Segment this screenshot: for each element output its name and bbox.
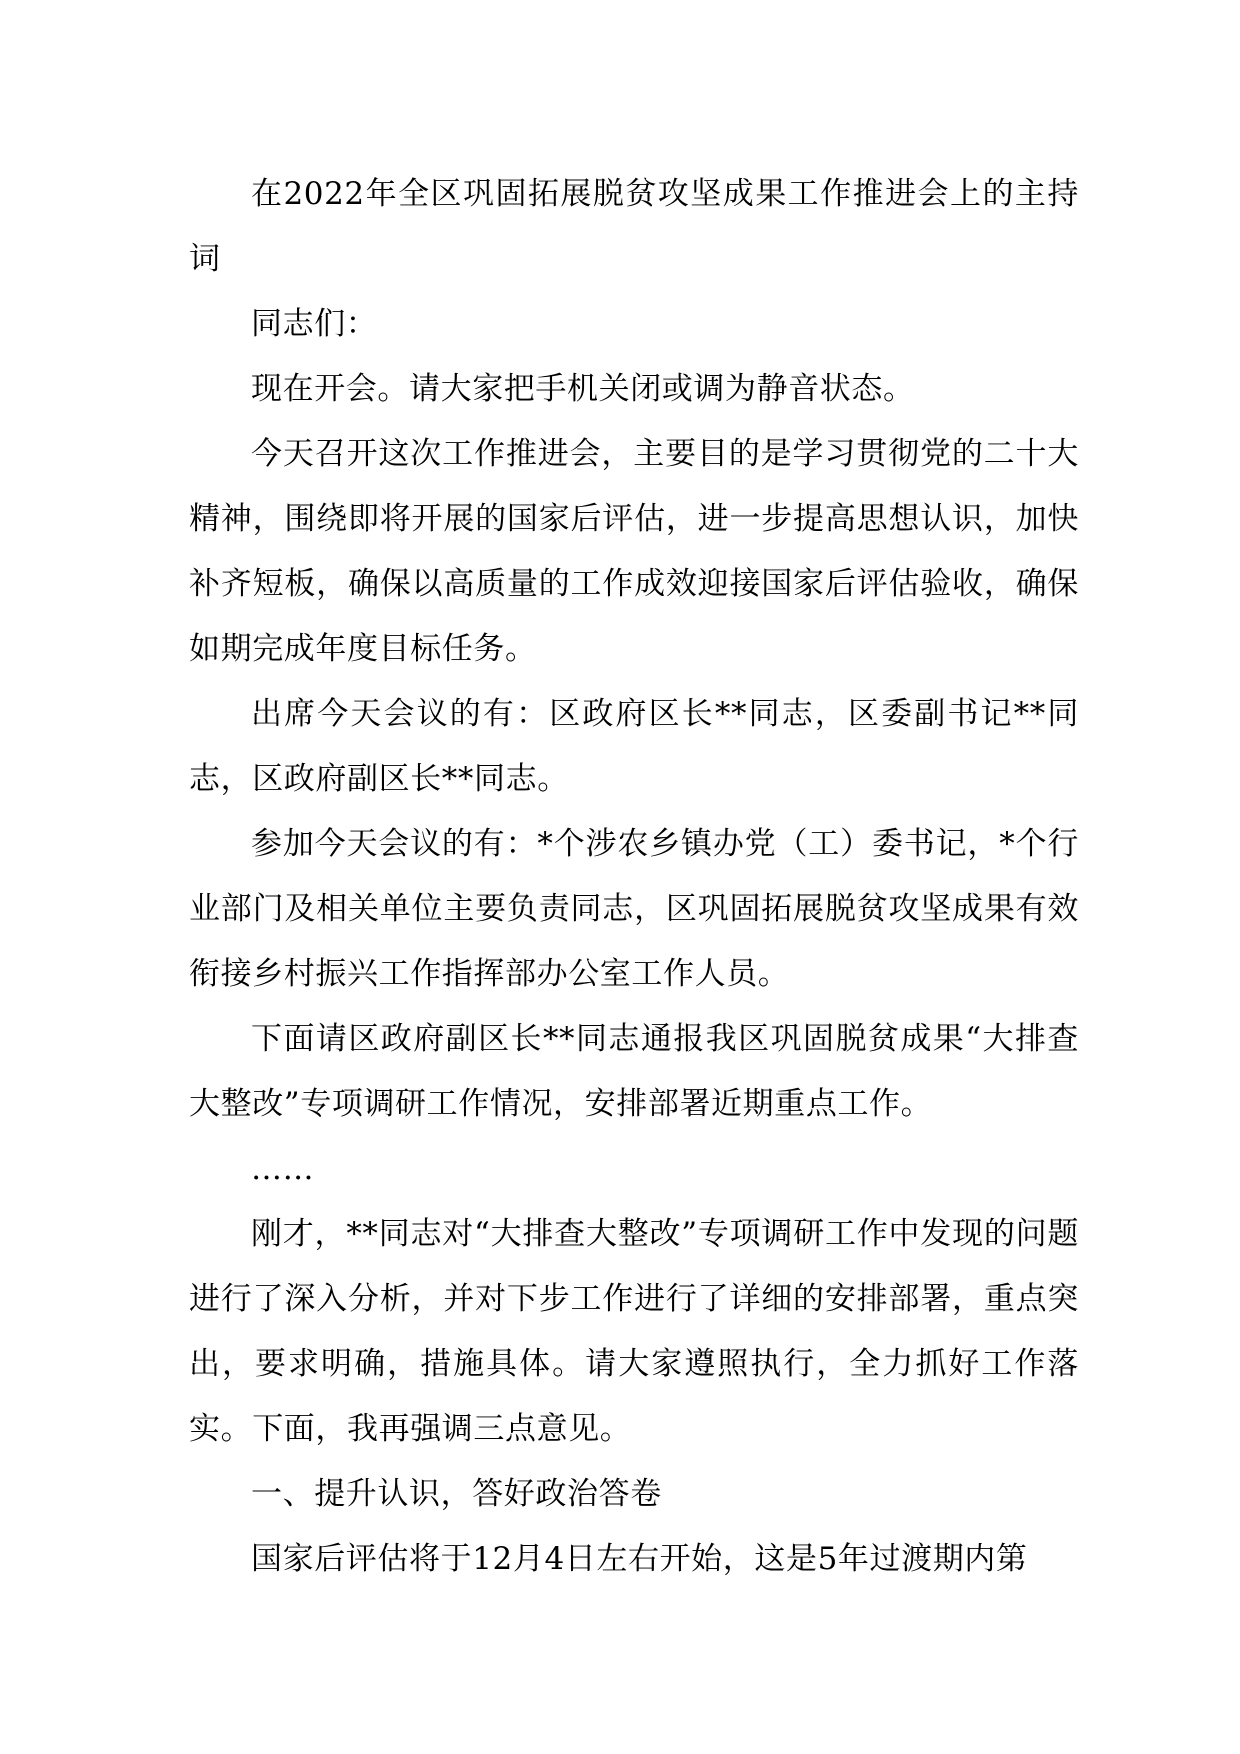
section-heading-1: 一、提升认识，答好政治答卷 — [251, 1476, 662, 1512]
paragraph-purpose: 今天召开这次工作推进会，主要目的是学习贯彻党的二十大精神，围绕即将开展的国家后评估，进一步提高思想认识，加快补齐短板，确保以高质量的工作成效迎接国家后评估验收，确保如期完成年度目标任务。 — [189, 436, 1079, 667]
paragraph-summary: 刚才，**同志对“大排查大整改”专项调研工作中发现的问题进行了深入分析，并对下步工作进行了详细的安排部署，重点突出，要求明确，措施具体。请大家遵照执行，全力抓好工作落实。下面，我再强调三点意见。 — [189, 1216, 1079, 1447]
document-title: 在2022年全区巩固拓展脱贫攻坚成果工作推进会上的主持词 — [189, 176, 1079, 277]
paragraph-agenda-report: 下面请区政府副区长**同志通报我区巩固脱贫成果“大排查大整改”专项调研工作情况，安排部署近期重点工作。 — [189, 1021, 1079, 1122]
paragraph-evaluation: 国家后评估将于12月4日左右开始，这是5年过渡期内第 — [251, 1541, 1028, 1577]
paragraph-attendees-participants: 参加今天会议的有：*个涉农乡镇办党（工）委书记，*个行业部门及相关单位主要负责同志，区巩固拓展脱贫攻坚成果有效衔接乡村振兴工作指挥部办公室工作人员。 — [189, 826, 1079, 992]
document-body — [189, 162, 1079, 1592]
paragraph-salutation: 同志们： — [251, 306, 378, 342]
paragraph-opening: 现在开会。请大家把手机关闭或调为静音状态。 — [251, 371, 915, 407]
paragraph-attendees-leaders: 出席今天会议的有：区政府区长**同志，区委副书记**同志，区政府副区长**同志。 — [189, 696, 1079, 797]
paragraph-ellipsis: …… — [251, 1151, 315, 1187]
